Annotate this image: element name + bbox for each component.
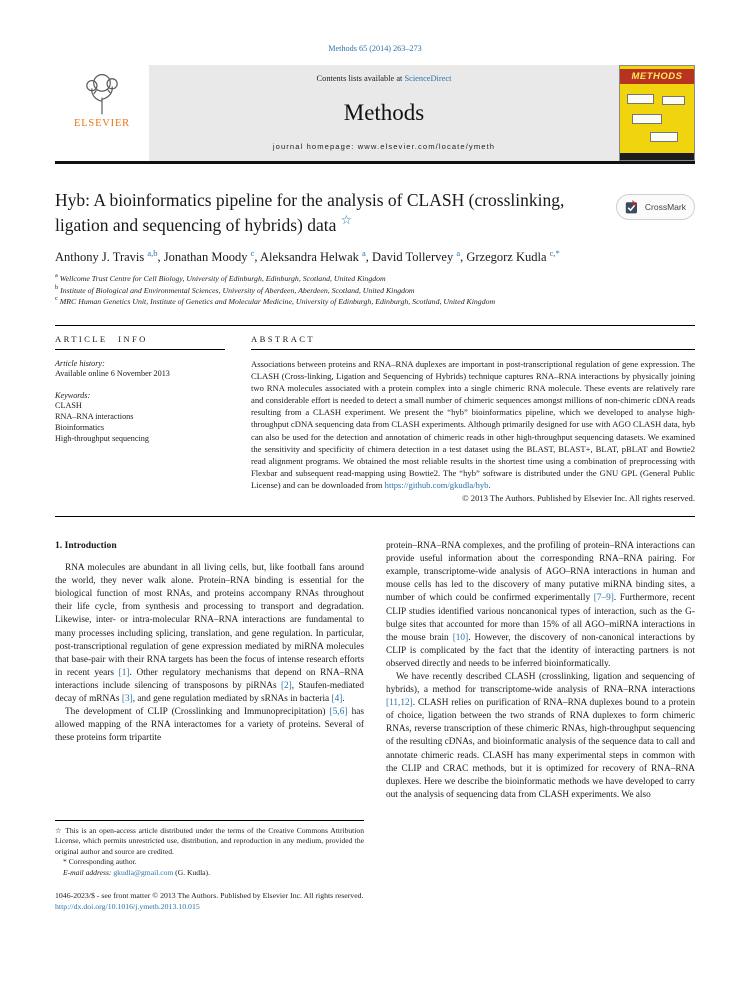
contents-line [317, 74, 452, 83]
inline-link[interactable]: a [456, 247, 461, 258]
inline-link[interactable]: https://github.com/gkudla/hyb [384, 479, 489, 490]
elsevier-wordmark: ELSEVIER [74, 118, 130, 129]
text-segment: . Other regulatory mechanisms that depend on RNA–RNA interactions include silencing of transposons by piRNAs [55, 667, 364, 691]
affiliation-text: Institute of Biological and Environmental Sciences, University of Aberdeen, Aberdeen, Scotland, United Kingdom [60, 285, 415, 295]
inline-link[interactable]: a,b [147, 247, 158, 258]
journal-citation[interactable]: Methods 65 (2014) 263–273 [328, 44, 422, 53]
text-segment: Associations between proteins and RNA–RNA duplexes are important in post-transcriptional regulation of gene expression. The CLASH (Cross-linking, Ligation and Sequencing of Hybrids) technique captures RNA–RNA interactions by physically joining two RNA molecules associated with a protein complex into a single chimeric RNA molecule. These events are relatively rare and considerable effort is needed to detect a small number of chimeric sequences amongst millions of non-chimeric cDNA reads resulting from a CLASH experiment. We present the “hyb” bioinformatics pipeline, which we developed to analyse high-throughput cDNA sequencing data from CLASH experiments. Although primarily designed for use with AGO CLASH data, hyb can also be used for the detection and annotation of chimeric reads in other high-throughput sequencing datasets. We examined the sensitivity and specificity of chimera detection in a test dataset using the BLAST, BLAST+, BLAT, pBLAT and Bowtie2 read alignment programs. We obtained the most reliable results in the shortest time using a combination of preprocessing with Flexbar and subsequent read-mapping using Bowtie2. The “hyb” software is distributed under the GNU GPL (General Public License) and can be downloaded from [251, 359, 695, 490]
article-history-label: Article history: [55, 359, 105, 368]
email-footnote [55, 868, 364, 878]
section-heading-introduction: 1. Introduction [55, 540, 117, 552]
title-row [55, 188, 695, 238]
text-segment: has allowed mapping of the RNA interactomes for a variety of proteins. Several of these proteins form tripartite [55, 707, 365, 744]
keyword: Bioinformatics [55, 423, 105, 432]
text-segment: E-mail address: [63, 867, 114, 877]
cover-footer-strip [620, 153, 694, 160]
affiliation-marker: c [55, 295, 58, 303]
inline-link[interactable]: [1] [118, 667, 130, 678]
open-access-footnote [55, 826, 364, 857]
text-segment: (G. Kudla). [173, 867, 210, 877]
inline-link[interactable]: [4] [331, 693, 343, 704]
keyword: CLASH [55, 401, 82, 410]
cover-art-box [650, 132, 678, 142]
text-segment: , Staufen-mediated decay of mRNAs [55, 680, 364, 704]
author-list [55, 247, 695, 265]
inline-link[interactable]: [5,6] [329, 707, 348, 718]
text-segment: . Furthermore, recent CLIP studies identified various noncanonical types of interaction, such as the G-bulge sites that accounted for more than 15% of all AGO–miRNA interactions in the mouse brain [386, 593, 695, 643]
affiliation-a [55, 274, 695, 283]
article-history-value: Available online 6 November 2013 [55, 369, 170, 378]
journal-info-panel [149, 65, 619, 161]
abstract-copyright: © 2013 The Authors. Published by Elsevier Inc. All rights reserved. [462, 493, 695, 504]
inline-link[interactable]: c [250, 247, 255, 258]
footnotes [55, 820, 364, 878]
text-segment: The development of CLIP (Crosslinking and Immunoprecipitation) [65, 707, 330, 718]
body-paragraph [386, 671, 695, 802]
text-segment: . CLASH relies on purification of RNA–RNA duplexes bound to a protein of choice, ligation between the two strands of RNA duplexes to form chimeric RNAs, reverse transcription of these chimeric RNAs, high-throughput sequencing of the resulting cDNAs, and bioinformatic analysis of the sequence data to call and annotate chimeric reads. CLASH has many experimental steps in common with the CLIP and CRAC methods, but it is optimized for recovery of RNA–RNA duplexes. Here we describe the bioinformatic methods we have developed to carry out the analysis of sequencing data from CLASH experiments. We also [386, 698, 695, 800]
cover-art-box [662, 96, 685, 105]
body-paragraph [55, 562, 364, 706]
article-body [55, 540, 695, 878]
inline-link[interactable]: [3] [121, 693, 133, 704]
body-paragraph [386, 540, 695, 671]
affiliations [55, 274, 695, 306]
affiliation-marker: a [55, 272, 58, 280]
affiliation-c [55, 297, 695, 306]
inline-link[interactable]: [2] [280, 680, 292, 691]
text-segment: Hyb: A bioinformatics pipeline for the analysis of CLASH (crosslinking, ligation and sequencing of hybrids) data [55, 190, 565, 235]
text-segment: , Jonathan Moody [157, 250, 251, 264]
article-info-heading: ARTICLE INFO [55, 334, 225, 350]
text-segment: RNA molecules are abundant in all living cells, but, like football fans around the world, they never walk alone. Protein–RNA binding is essential for the biological function of most RNAs, and proteins accompany RNAs throughout their life cycle, from synthesis and processing to transport and degradation. Likewise, inter- or intra-molecular RNA–RNA interactions are fundamental to many processes including splicing, translation, and gene regulation. In particular, post-transcriptional regulation of gene expression mediated by miRNA molecules that base-pair with their RNA targets has been the focus of intense research efforts in recent years [55, 563, 364, 678]
corresponding-author-footnote: * Corresponding author. [63, 857, 137, 867]
body-paragraph [55, 706, 364, 745]
affiliation-text: Wellcome Trust Centre for Cell Biology, University of Edinburgh, Edinburgh, Scotland, United Kingdom [59, 274, 386, 283]
inline-link[interactable]: [11,12] [386, 698, 413, 709]
article-title [55, 188, 616, 238]
inline-link[interactable]: [10] [452, 632, 469, 643]
affiliation-b [55, 283, 695, 295]
inline-link[interactable]: ☆ [340, 213, 353, 228]
text-segment: , David Tollervey [365, 250, 457, 264]
cover-art-box [632, 114, 662, 124]
abstract-column [251, 334, 695, 503]
inline-link[interactable]: gkudla@gmail.com [113, 867, 174, 877]
right-column [386, 540, 695, 878]
text-segment: , and gene regulation mediated by sRNAs in bacteria [132, 693, 332, 704]
journal-cover-thumbnail[interactable] [619, 65, 695, 161]
journal-homepage-link[interactable]: journal homepage: www.elsevier.com/locate/ymeth [272, 142, 496, 151]
copyright-line: 1046-2023/$ - see front matter © 2013 The Authors. Published by Elsevier Inc. All rights reserved. [55, 891, 364, 901]
bottom-matter [55, 891, 695, 911]
journal-header [55, 65, 695, 161]
cover-title: METHODS [620, 69, 694, 84]
affiliation-text: MRC Human Genetics Unit, Institute of Genetics and Molecular Medicine, University of Edinburgh, Edinburgh, Scotland, United Kingdom [59, 297, 496, 306]
journal-name: Methods [343, 99, 425, 125]
abstract-heading: ABSTRACT [251, 334, 695, 350]
inline-link[interactable]: [7–9] [593, 593, 614, 604]
crossmark-label: CrossMark [644, 202, 686, 212]
text-segment: Anthony J. Travis [55, 250, 148, 264]
text-segment: . [488, 479, 491, 490]
abstract-text [251, 358, 695, 491]
keyword: High-throughput sequencing [55, 434, 149, 443]
cover-art-box [627, 94, 654, 104]
left-column [55, 540, 364, 878]
doi-link[interactable]: http://dx.doi.org/10.1016/j.ymeth.2013.10.015 [55, 902, 200, 912]
elsevier-tree-icon [83, 70, 121, 116]
affiliation-marker: b [55, 283, 59, 291]
text-segment: protein–RNA–RNA complexes, and the profiling of protein–RNA interactions can provide useful information about the corresponding RNA–RNA pairing. For example, transcriptome-wide analysis of AGO–RNA interactions in human and mouse cells has led to the discovery of many putative miRNA binding sites, a number of which could be confirmed experimentally [386, 541, 695, 604]
keyword: RNA–RNA interactions [55, 412, 134, 421]
text-segment: ☆ This is an open-access article distributed under the terms of the Creative Commons Attribution License, which permits unrestricted use, distribution, and reproduction in any medium, provided the original author and source are credited. [55, 826, 364, 856]
contents-prefix: Contents lists available at [316, 74, 403, 83]
header-divider [55, 161, 695, 164]
info-abstract-block [55, 325, 695, 517]
inline-link[interactable]: c,* [549, 247, 560, 258]
elsevier-logo[interactable] [55, 65, 149, 161]
text-segment: We have recently described CLASH (crosslinking, ligation and sequencing of hybrids), a method for transcriptome-wide analysis of RNA–RNA interactions [386, 671, 695, 696]
inline-link[interactable]: a [362, 247, 366, 258]
crossmark-icon [625, 199, 641, 215]
article-info-column [55, 334, 225, 503]
text-segment: , Grzegorz Kudla [460, 250, 550, 264]
crossmark-badge[interactable] [616, 194, 695, 220]
text-segment: . However, the discovery of non-canonical interactions by CLIP is complicated by the fact that the identity of interacting partners is not observed directly and needs to be inferred bioinformatically. [386, 632, 695, 669]
text-segment: . [342, 693, 345, 704]
sciencedirect-link[interactable]: ScienceDirect [404, 74, 452, 83]
text-segment: , Aleksandra Helwak [254, 250, 362, 264]
keywords-label: Keywords: [55, 391, 91, 400]
